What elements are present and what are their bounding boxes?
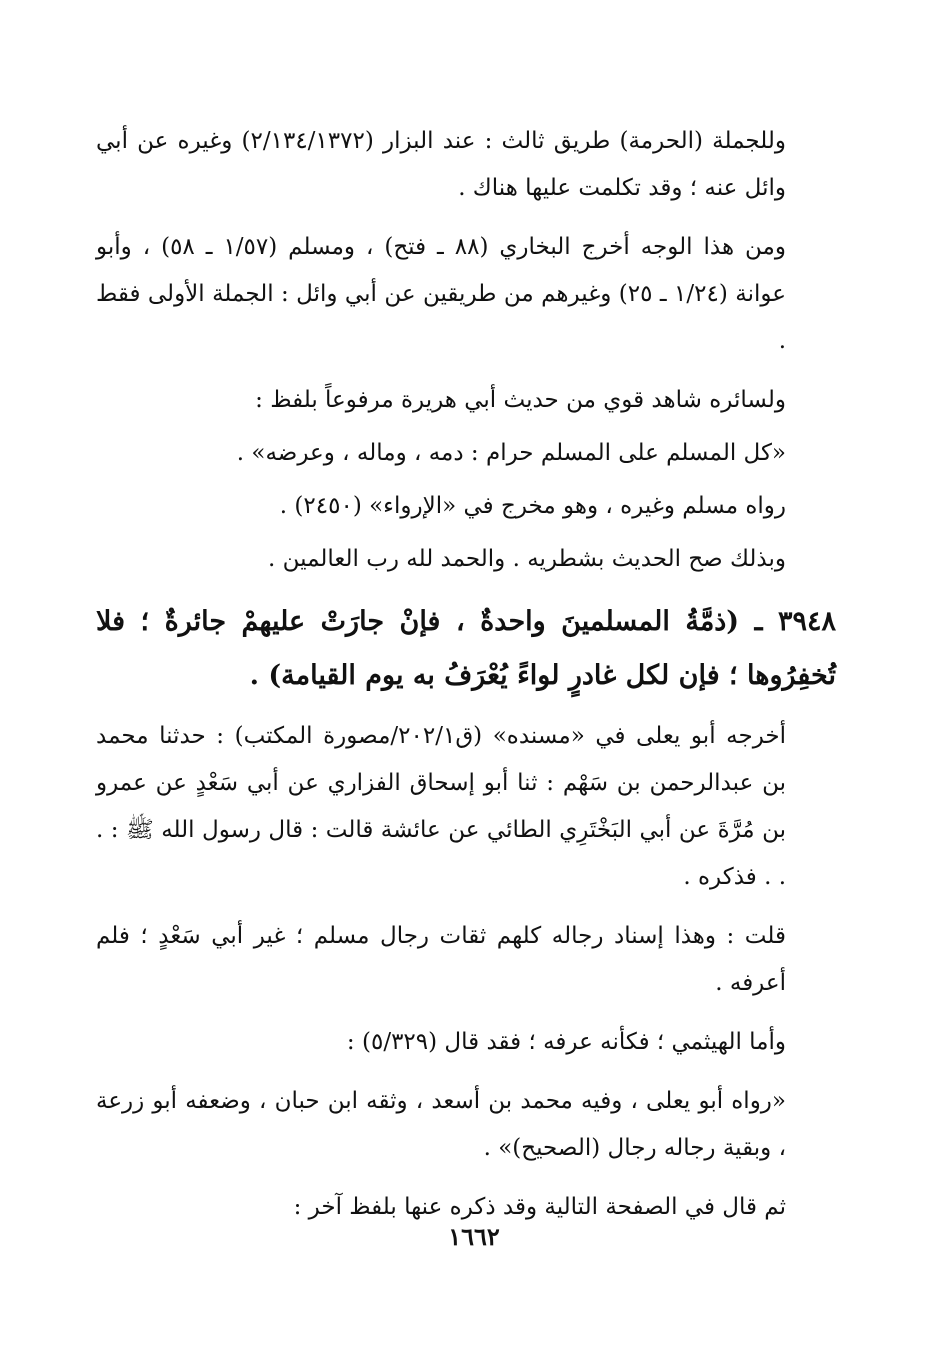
page-number: ١٦٦٢ [448,1222,500,1251]
paragraph-bukhari-muslim: ومن هذا الوجه أخرج البخاري (٨٨ ـ فتح) ، ومسلم (١/٥٧ ـ ٥٨) ، وأبو عوانة (١/٢٤ ـ ٢٥) وغيرهم من طريقين عن أبي وائل : الجملة الأولى فقط . [96,234,786,354]
paragraph-haythami: وأما الهيثمي ؛ فكأنه عرفه ؛ فقد قال (٥/٣٢٩) : [346,1029,786,1055]
paragraph-witness: ولسائره شاهد قوي من حديث أبي هريرة مرفوعاً بلفظ : [255,387,786,413]
quote-hadith-abu-hurayra: «كل المسلم على المسلم حرام : دمه ، وماله ، وعرضه» . [236,440,786,466]
hadith-heading-3948: ٣٩٤٨ ـ (ذمَّةُ المسلمينَ واحدةٌ ، فإنْ جارَتْ عليهمْ جائرةٌ ؛ فلا تُخفِرُوها ؛ فإن لكل غادرٍ لواءً يُعْرَفُ به يوم القيامة) . [96,606,836,691]
paragraph-abu-yala-chain: أخرجه أبو يعلى في «مسنده» (ق٢٠٢/١/مصورة المكتب) : حدثنا محمد بن عبدالرحمن بن سَهْم : ثنا أبو إسحاق الفزاري عن أبي سَعْدٍ عن عمرو بن مُرَّةَ عن أبي البَخْتَرِي الطائي عن عائشة قالت : قال رسول الله ﷺ : . . . فذكره . [96,723,786,890]
quote-haythami: «رواه أبو يعلى ، وفيه محمد بن أسعد ، وثقه ابن حبان ، وضعفه أبو زرعة ، وبقية رجاله رجال (الصحيح)» . [96,1088,786,1161]
paragraph-isnad-note: قلت : وهذا إسناد رجاله كلهم ثقات رجال مسلم ؛ غير أبي سَعْدٍ ؛ فلم أعرفه . [96,923,786,996]
paragraph-takhrij-irwa: رواه مسلم وغيره ، وهو مخرج في «الإرواء» (٢٤٥٠) . [279,493,786,519]
page-body [96,118,836,1231]
paragraph-next-page-note: ثم قال في الصفحة التالية وقد ذكره عنها بلفظ آخر : [293,1194,786,1220]
paragraph-conclusion: وبذلك صح الحديث بشطريه . والحمد لله رب العالمين . [268,546,786,572]
paragraph-third-route: وللجملة (الحرمة) طريق ثالث : عند البزار (٢/١٣٤/١٣٧٢) وغيره عن أبي وائل عنه ؛ وقد تكلمت عليها هناك . [96,128,786,201]
